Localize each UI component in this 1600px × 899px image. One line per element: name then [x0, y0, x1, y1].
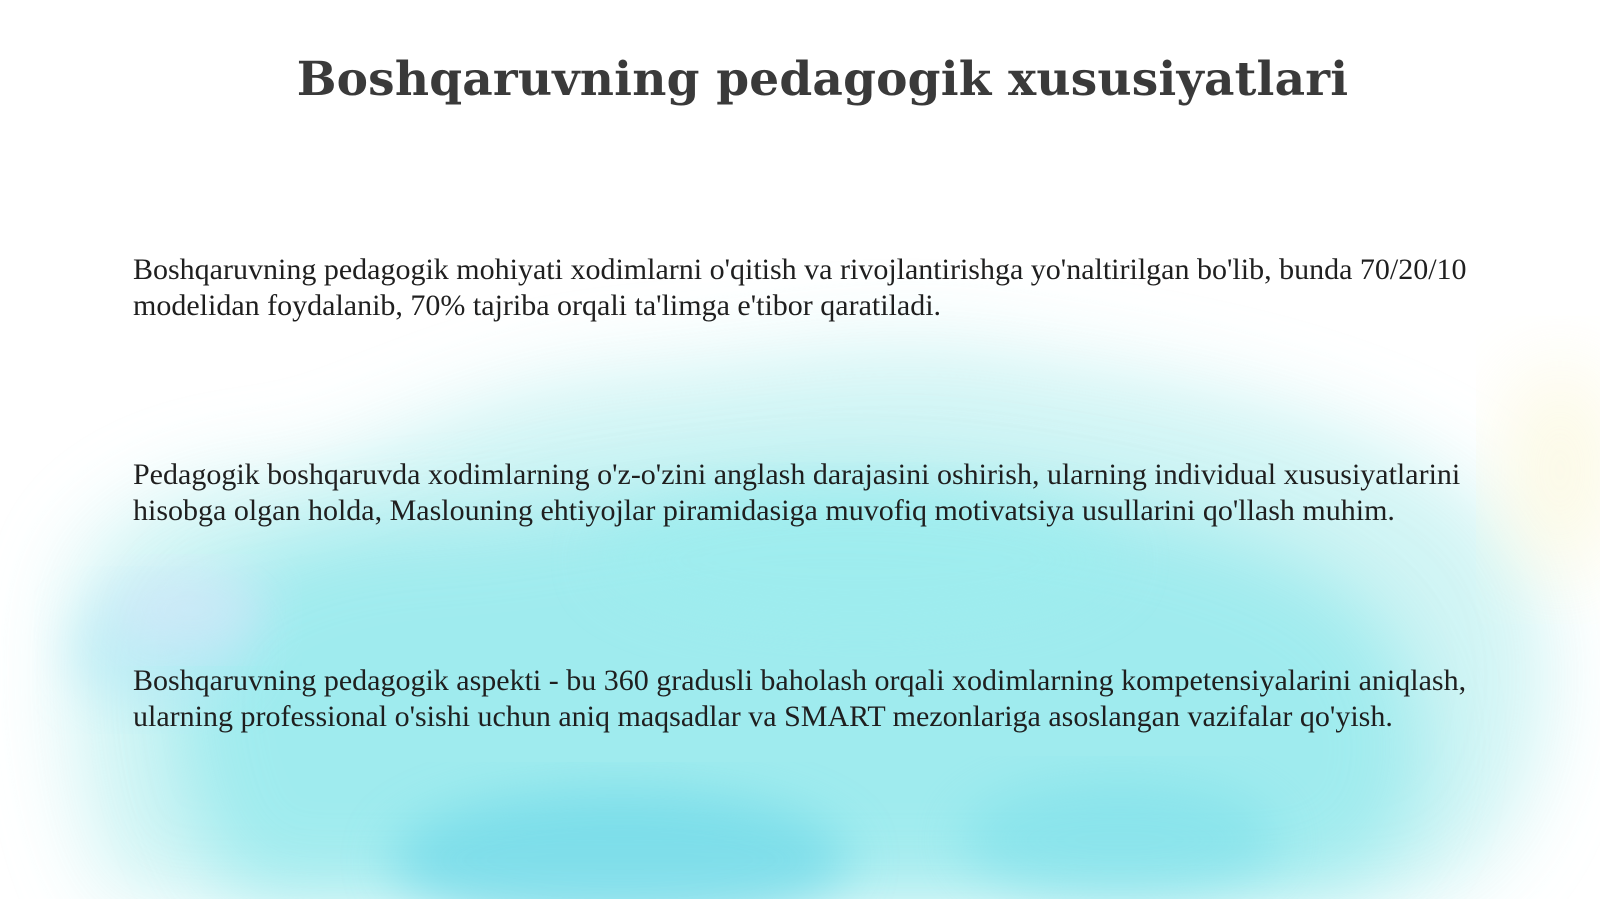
- slide-title: Boshqaruvning pedagogik xususiyatlari: [296, 52, 1349, 107]
- paragraph-1: Boshqaruvning pedagogik mohiyati xodimlarni o'qitish va rivojlantirishga yo'naltirilgan bo'lib, bunda 70/20/10 modelidan foydalanib, 70% tajriba orqali ta'limga e'tibor qaratiladi.: [133, 253, 1467, 322]
- paragraph-2: Pedagogik boshqaruvda xodimlarning o'z-o'zini anglash darajasini oshirish, ularning individual xususiyatlarini hisobga olgan holda, Maslouning ehtiyojlar piramidasiga muvofiq motivatsiya usullarini qo'llash muhim.: [133, 458, 1461, 527]
- paragraph-3: Boshqaruvning pedagogik aspekti - bu 360 gradusli baholash orqali xodimlarning kompetensiyalarini aniqlash, ularning professional o'sishi uchun aniq maqsadlar va SMART mezonlariga asoslangan vazifalar qo'yish.: [133, 664, 1467, 733]
